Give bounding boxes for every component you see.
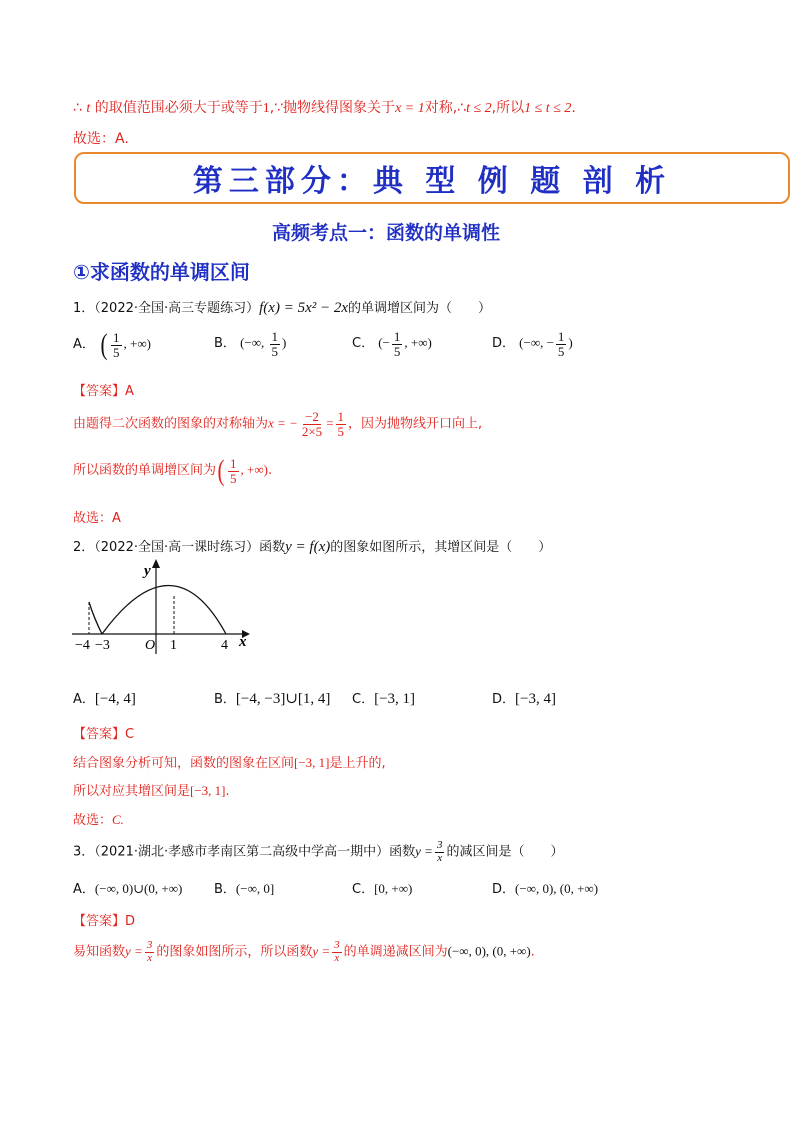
question-2-stem — [73, 536, 551, 556]
text: . — [530, 944, 535, 960]
q1-choose: 故选：A — [73, 511, 121, 526]
q2-explanation-2 — [73, 780, 230, 799]
interval: [−3, 1] — [190, 783, 226, 798]
option-expression: [−4, −3]∪[1, 4] — [235, 691, 331, 707]
option-expression: [−3, 1] — [374, 691, 416, 707]
denominator: 5 — [557, 343, 565, 359]
option-label: D． — [492, 692, 516, 707]
option-expression: [−3, 4] — [515, 691, 556, 707]
curve-decreasing — [89, 602, 102, 634]
q3-option-d[interactable] — [492, 878, 598, 897]
interval-start: (−∞, − — [519, 335, 554, 351]
numerator: 1 — [557, 329, 565, 344]
text: 对称,∴ — [424, 100, 467, 116]
section-banner — [74, 152, 790, 204]
numerator: 3 — [436, 839, 443, 851]
denominator: 2×5 — [301, 423, 323, 439]
q3-option-a[interactable] — [73, 878, 182, 897]
q1-option-d[interactable] — [492, 330, 573, 358]
q1-option-b[interactable] — [214, 330, 286, 358]
option-label: B． — [214, 692, 236, 707]
function-graph — [70, 556, 260, 656]
option-expression: (−∞, 0), (0, +∞) — [515, 881, 599, 896]
tick-label-minus-3: −3 — [95, 638, 110, 653]
denominator: x — [437, 851, 443, 864]
question-number: 1． — [73, 301, 95, 316]
option-expression — [99, 328, 151, 361]
option-label: C． — [352, 882, 375, 897]
option-label: B． — [214, 882, 236, 897]
numerator: −2 — [305, 409, 319, 424]
denominator: 5 — [230, 470, 237, 486]
option-expression — [240, 329, 287, 359]
subtitle: 高频考点一：函数的单调性 — [272, 222, 501, 244]
question-3-stem — [73, 840, 563, 864]
y-axis-arrow — [152, 559, 160, 568]
question-source: （2022·全国·高三专题练习） — [94, 301, 260, 316]
option-expression — [519, 329, 573, 359]
text: ，因为抛物线开口向上, — [348, 416, 483, 432]
equation: x = − — [268, 415, 298, 431]
option-label: D． — [492, 336, 516, 352]
option-label: D． — [492, 882, 516, 897]
denominator: 5 — [393, 343, 401, 359]
text: 易知函数 — [73, 944, 126, 960]
option-expression — [378, 329, 432, 359]
numerator: 3 — [146, 939, 153, 951]
interval-start: (− — [378, 335, 390, 351]
q1-option-a[interactable] — [73, 330, 151, 360]
answer-letter: C. — [112, 812, 124, 827]
q2-choose — [73, 809, 124, 828]
curve-parabola — [102, 586, 226, 635]
question-source: （2021·湖北·孝感市孝南区第二高级中学高一期中）函数 — [94, 844, 416, 860]
option-expression: (−∞, 0] — [235, 881, 275, 896]
q2-option-b[interactable] — [214, 688, 330, 708]
top-answer: 故选：A. — [73, 131, 129, 147]
q3-explanation — [73, 940, 535, 964]
option-expression: (−∞, 0)∪(0, +∞) — [94, 881, 183, 896]
option-label: A． — [73, 882, 95, 897]
text: . — [225, 784, 230, 799]
numerator: 1 — [113, 329, 120, 345]
q2-option-a[interactable] — [73, 688, 136, 708]
question-tail: 的单调增区间为（ ） — [348, 301, 492, 316]
numerator: 1 — [337, 409, 345, 424]
interval-end: , +∞) — [240, 461, 268, 477]
q3-option-c[interactable] — [352, 878, 412, 897]
question-tail: 的减区间是（ ） — [446, 844, 564, 860]
option-label: A． — [73, 336, 95, 352]
number: 1 — [262, 101, 270, 116]
question-source: （2022·全国·高一课时练习）函数 — [94, 540, 286, 555]
function-expression: y = f(x) — [285, 539, 331, 555]
interval: [−3, 1] — [294, 755, 330, 770]
numerator: 1 — [230, 455, 237, 471]
denominator: x — [334, 951, 340, 964]
text: 是上升的, — [329, 756, 386, 771]
text: . — [267, 462, 273, 478]
numerator: 3 — [334, 939, 340, 951]
denominator: 5 — [337, 423, 345, 439]
option-expression: [−4, 4] — [94, 691, 136, 707]
text: 所以函数的单调增区间为 — [73, 462, 217, 478]
option-label: B． — [214, 336, 236, 352]
text: 结合图象分析可知，函数的图象在区间 — [73, 756, 295, 771]
interval-end: ) — [568, 335, 573, 351]
banner-title: 第三部分：典 型 例 题 剖 析 — [192, 164, 672, 199]
text: 的图象如图所示，所以函数 — [156, 944, 313, 960]
question-tail: 的图象如图所示，其增区间是（ ） — [330, 540, 552, 555]
inequality: 1 ≤ t ≤ 2 — [524, 101, 572, 116]
top-solution-line — [73, 97, 576, 117]
text: 的单调递减区间为 — [343, 944, 448, 960]
origin-label: O — [145, 638, 156, 653]
q1-answer-tag: 【答案】A — [73, 384, 134, 399]
question-number: 2． — [73, 540, 95, 555]
option-label: C． — [352, 336, 375, 352]
q3-option-b[interactable] — [214, 878, 274, 897]
y-axis-label: y — [144, 563, 151, 579]
function-lhs: y = — [415, 843, 433, 859]
var-t: t — [86, 101, 91, 116]
text: 所以对应其增区间是 — [73, 784, 191, 799]
interval-end: ) — [282, 335, 287, 351]
q2-option-c[interactable] — [352, 688, 415, 708]
tick-label-1: 1 — [170, 638, 177, 653]
function-expression: f(x) = 5x² − 2x — [259, 300, 349, 316]
interval: (−∞, 0), (0, +∞) — [447, 943, 531, 959]
numerator: 1 — [271, 329, 278, 344]
text: ,∵抛物线得图象关于 — [269, 100, 396, 116]
equation: x = 1 — [395, 101, 425, 116]
denominator: x — [147, 951, 152, 964]
text: 的取值范围必须大于或等于 — [90, 100, 263, 116]
interval-end: , +∞) — [123, 335, 151, 351]
text: ,所以 — [491, 100, 525, 116]
numerator: 1 — [393, 329, 401, 344]
equals: = — [326, 415, 334, 431]
function-lhs: y = — [125, 943, 143, 959]
paren: ( — [100, 328, 108, 361]
interval-start: (−∞, — [240, 335, 268, 351]
tick-label-minus-4: −4 — [75, 638, 90, 653]
q2-answer-tag: 【答案】C — [73, 727, 135, 742]
q1-explanation-1 — [73, 410, 482, 438]
x-axis-label: x — [239, 634, 247, 650]
interval-end: , +∞) — [404, 335, 432, 351]
paren: ( — [217, 454, 225, 487]
text: 由题得二次函数的图象的对称轴为 — [73, 416, 269, 432]
text: . — [571, 100, 576, 116]
inequality: t ≤ 2 — [466, 101, 492, 116]
q2-explanation-1 — [73, 752, 386, 771]
q1-explanation-2 — [73, 456, 272, 486]
option-expression: [0, +∞) — [374, 881, 413, 896]
denominator: 5 — [271, 343, 278, 359]
question-number: 3． — [73, 844, 95, 860]
function-lhs: y = — [312, 943, 331, 959]
section-heading: ①求函数的单调区间 — [73, 260, 250, 284]
q3-answer-tag: 【答案】D — [73, 914, 136, 929]
question-1-stem — [73, 297, 491, 317]
therefore-symbol: ∴ — [73, 100, 87, 116]
tick-label-4: 4 — [221, 638, 228, 653]
q1-option-c[interactable] — [352, 330, 432, 358]
q2-option-d[interactable] — [492, 688, 556, 708]
denominator: 5 — [113, 344, 120, 360]
option-label: C． — [352, 692, 375, 707]
option-label: A． — [73, 692, 95, 707]
text: 故选： — [73, 813, 113, 828]
